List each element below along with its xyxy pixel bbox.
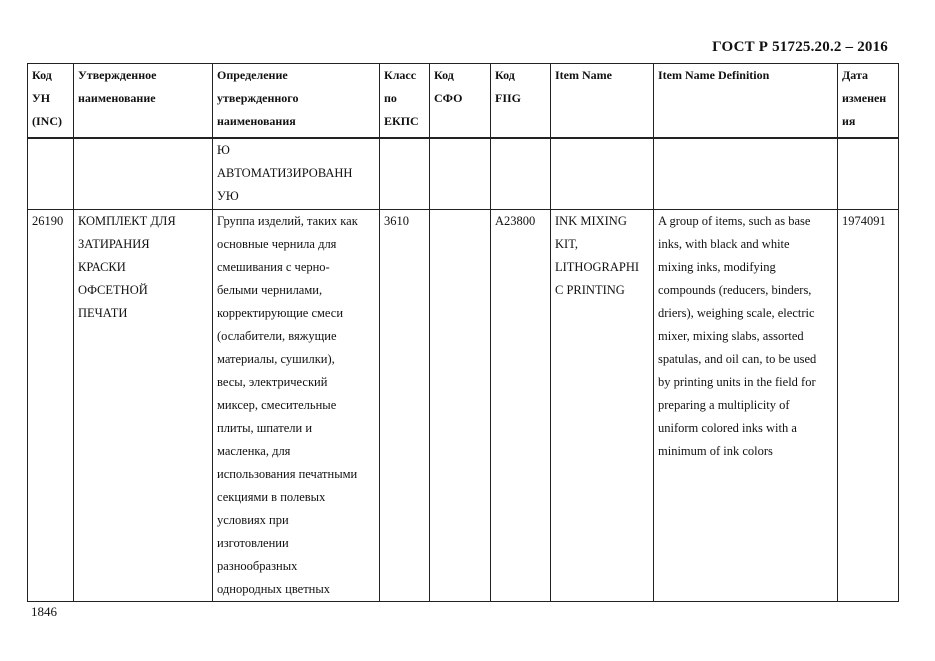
cell-sfo (430, 210, 491, 602)
col-header-date: Дата изменен ия (838, 64, 899, 138)
cell-date: 1974091 (838, 210, 899, 602)
cell-date (838, 138, 899, 210)
cell-item-definition: A group of items, such as base inks, with black and white mixing inks, modifying compounds (reducers, binders, driers), weighing scale, electric mixer, mixing slabs, assorted spatulas, and oil can, to be used by printing units in the field for preparing a multiplicity of uniform colored inks with a minimum of ink colors (654, 210, 838, 602)
table-row (28, 210, 899, 602)
cell-inc (28, 138, 74, 210)
col-header-sfo: Код СФО (430, 64, 491, 138)
cell-item-name: INK MIXING KIT, LITHOGRAPHI C PRINTING (551, 210, 654, 602)
col-header-class: Класс по ЕКПС (380, 64, 430, 138)
document-id: ГОСТ Р 51725.20.2 – 2016 (712, 39, 888, 55)
col-header-inc: Код УН (INC) (28, 64, 74, 138)
col-header-item-name: Item Name (551, 64, 654, 138)
cell-item-definition (654, 138, 838, 210)
cell-class: 3610 (380, 210, 430, 602)
col-header-approved-name: Утвержденное наименование (74, 64, 213, 138)
col-header-fiig: Код FIIG (491, 64, 551, 138)
cell-inc: 26190 (28, 210, 74, 602)
cell-definition: Ю АВТОМАТИЗИРОВАНН УЮ (213, 138, 380, 210)
page-number: 1846 (31, 604, 57, 619)
cell-sfo (430, 138, 491, 210)
cell-fiig (491, 138, 551, 210)
catalog-table (27, 63, 899, 602)
cell-definition: Группа изделий, таких как основные чернила для смешивания с черно- белыми чернилами, корректирующие смеси (ослабители, вяжущие материалы, сушилки), весы, электрический миксер, смесительные плиты, шпатели и масленка, для использования печатными секциями в полевых условиях при изготовлении разнообразных однородных цветных (213, 210, 380, 602)
cell-class (380, 138, 430, 210)
col-header-definition: Определение утвержденного наименования (213, 64, 380, 138)
cell-approved-name (74, 138, 213, 210)
cell-item-name (551, 138, 654, 210)
col-header-item-definition: Item Name Definition (654, 64, 838, 138)
header-row (28, 64, 899, 138)
cell-fiig: A23800 (491, 210, 551, 602)
table-row (28, 138, 899, 210)
cell-approved-name: КОМПЛЕКТ ДЛЯ ЗАТИРАНИЯ КРАСКИ ОФСЕТНОЙ ПЕЧАТИ (74, 210, 213, 602)
